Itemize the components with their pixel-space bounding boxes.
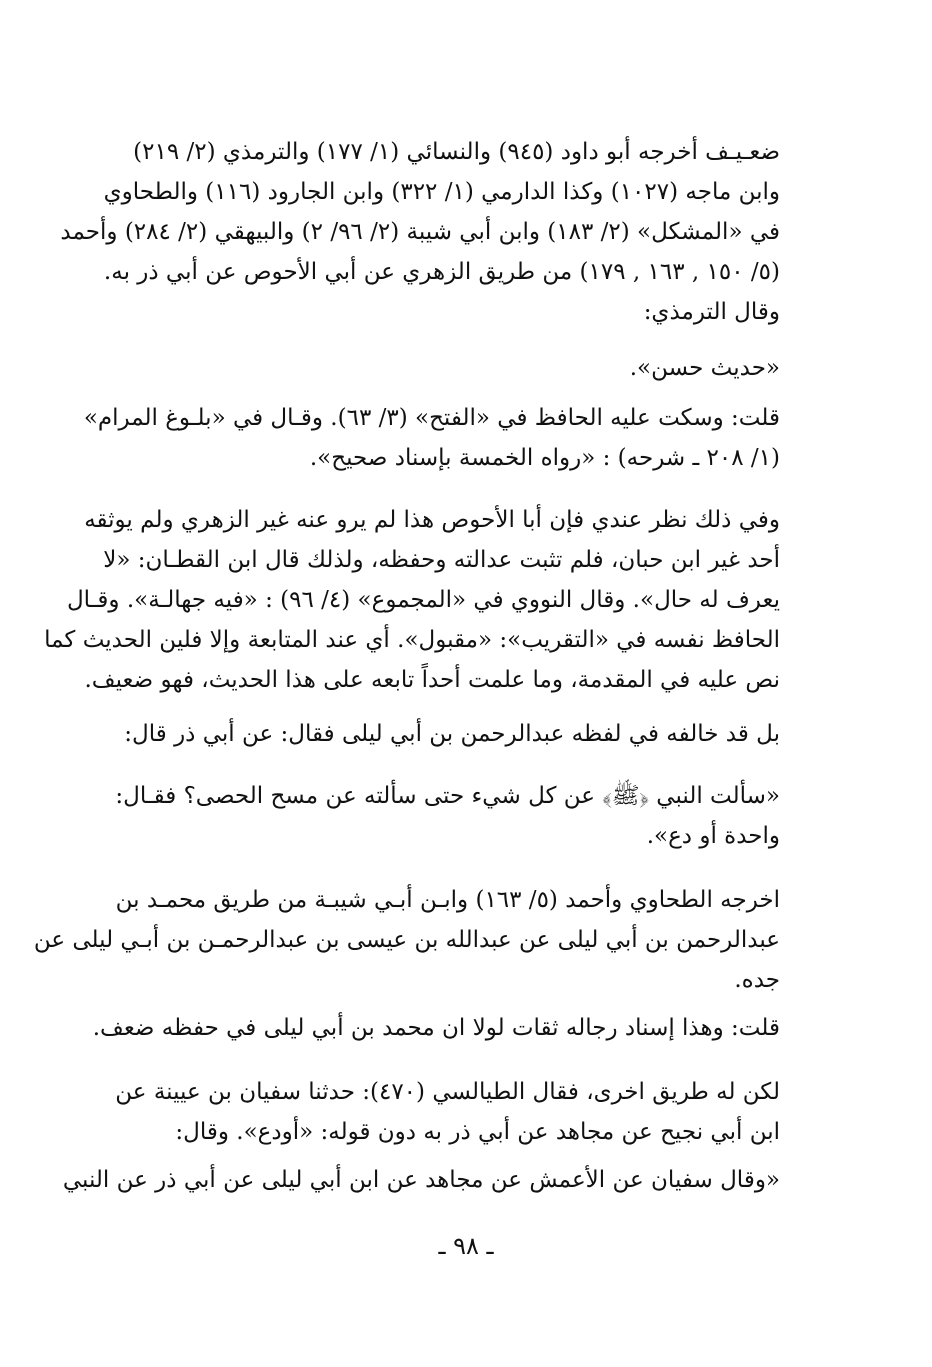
text-line: «حديث حسن». (629, 355, 780, 381)
paragraph-hadith-text (90, 776, 780, 856)
text-line: اخرجه الطحاوي وأحمد (٥/ ١٦٣) وابـن أبـي شيبـة من طريق محمـد بن (115, 887, 780, 913)
text-line: قلت: وهذا إسناد رجاله ثقات لولا ان محمد بن أبي ليلى في حفظه ضعف. (92, 1015, 780, 1041)
paragraph-critique (44, 500, 780, 700)
text-line: (١/ ٢٠٨ ـ شرحه) : «رواه الخمسة بإسناد صحيح». (309, 445, 780, 471)
paragraph-sufyan (62, 1160, 780, 1200)
text-line: جده. (734, 967, 780, 993)
text-line: ابن أبي نجيح عن مجاهد عن أبي ذر به دون قوله: «أودع». وقال: (175, 1119, 780, 1145)
text-line: بل قد خالفه في لفظه عبدالرحمن بن أبي ليلى فقال: عن أبي ذر قال: (124, 721, 780, 747)
text-line: (٥/ ١٥٠ , ١٦٣ , ١٧٩) من طريق الزهري عن أبي الأحوص عن أبي ذر به. (103, 259, 780, 285)
text-line: وابن ماجه (١٠٢٧) وكذا الدارمي (١/ ٣٢٢) وابن الجارود (١١٦) والطحاوي (103, 179, 780, 205)
text-line: الحافظ نفسه في «التقريب»: «مقبول». أي عند المتابعة وإلا فلين الحديث كما (44, 627, 780, 653)
text-line: ضعـيـف أخرجه أبو داود (٩٤٥) والنسائي (١/ ١٧٧) والترمذي (٢/ ٢١٩) (133, 139, 780, 165)
paragraph-contradiction (90, 714, 780, 754)
text-line: قلت: وسكت عليه الحافظ في «الفتح» (٣/ ٦٣). وقـال في «بلـوغ المرام» (83, 405, 780, 431)
text-line: لكن له طريق اخرى، فقال الطيالسي (٤٧٠): حدثنا سفيان بن عيينة عن (115, 1079, 780, 1105)
text-line: في «المشكل» (٢/ ١٨٣) وابن أبي شيبة (٢/ ٩٦/ ٢) والبيهقي (٢/ ٢٨٤) وأحمد (60, 219, 780, 245)
text-line: عبدالرحمن بن أبي ليلى عن عبدالله بن عيسى بن عبدالرحمـن بن أبـي ليلى عن (33, 927, 780, 953)
text-line: يعرف له حال». وقال النووي في «المجموع» (٤/ ٩٦) : «فيه جهالـة». وقـال (66, 587, 780, 613)
page-number: ـ ٩٨ ـ (438, 1232, 494, 1260)
text-line: نص عليه في المقدمة، وما علمت أحداً تابعه على هذا الحديث، فهو ضعيف. (84, 667, 780, 693)
text-line: وقال الترمذي: (643, 299, 780, 325)
text-line: «وقال سفيان عن الأعمش عن مجاهد عن ابن أبي ليلى عن أبي ذر عن النبي (62, 1167, 780, 1193)
paragraph-second-takhrij (33, 880, 780, 1000)
paragraph-tirmidhi-quote (90, 348, 780, 388)
text-line: أحد غير ابن حبان، فلم تثبت عدالته وحفظه، ولذلك قال ابن القطـان: «لا (103, 547, 780, 573)
text-line: «سألت النبي ﴿ﷺ﴾ عن كل شيء حتى سألته عن مسح الحصى؟ فقـال: (115, 783, 780, 809)
text-line: وفي ذلك نظر عندي فإن أبا الأحوص هذا لم يرو عنه غير الزهري ولم يوثقه (84, 507, 780, 533)
paragraph-hafiz-note (83, 398, 780, 478)
paragraph-tayalisi (90, 1072, 780, 1152)
paragraph-isnad-note (90, 1008, 780, 1048)
paragraph-takhrij (60, 132, 780, 332)
text-line: واحدة أو دع». (646, 823, 780, 849)
